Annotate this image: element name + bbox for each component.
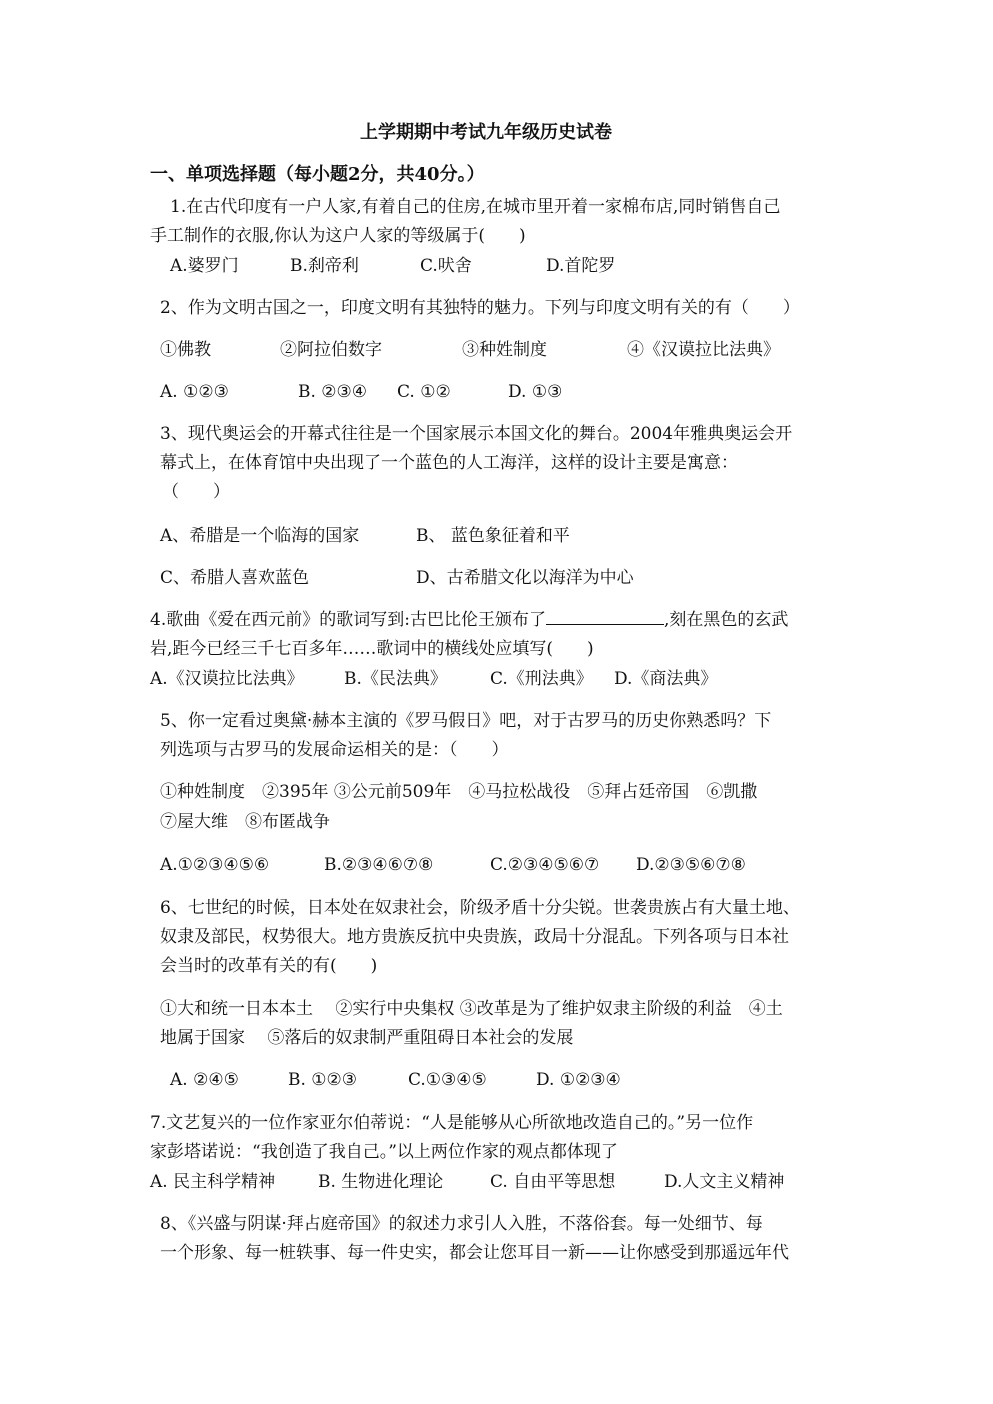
q6-line1: 6、七世纪的时候，日本处在奴隶社会，阶级矛盾十分尖锐。世袭贵族占有大量土地、	[160, 898, 800, 918]
q2-item-3: ③种姓制度	[462, 340, 547, 360]
q1-line1: 1.在古代印度有一户人家,有着自己的住房,在城市里开着一家棉布店,同时销售自己	[170, 197, 781, 217]
q3-line1: 3、现代奥运会的开幕式往往是一个国家展示本国文化的舞台。2004年雅典奥运会开	[160, 424, 793, 444]
q7-line2: 家彭塔诺说：“我创造了我自己。”以上两位作家的观点都体现了	[150, 1142, 618, 1162]
q4-option-b: B.《民法典》	[344, 669, 447, 689]
q7-option-b: B. 生物进化理论	[318, 1172, 444, 1192]
q5-line2: 列选项与古罗马的发展命运相关的是：（ ）	[160, 740, 509, 760]
q1-option-c: C.吠舍	[420, 256, 472, 276]
q6-option-a: A. ②④⑤	[170, 1070, 239, 1090]
q5-option-d: D.②③⑤⑥⑦⑧	[636, 855, 746, 875]
q4-option-d: D.《商法典》	[614, 669, 718, 689]
q3-option-a: A、希腊是一个临海的国家	[160, 526, 360, 546]
q7-option-c: C. 自由平等思想	[490, 1172, 616, 1192]
q2-item-2: ②阿拉伯数字	[280, 340, 382, 360]
q6-line3: 会当时的改革有关的有( )	[160, 956, 378, 976]
q5-items-line1: ①种姓制度 ②395年 ③公元前509年 ④马拉松战役 ⑤拜占廷帝国 ⑥凯撒	[160, 782, 758, 802]
q2-line1: 2、作为文明古国之一，印度文明有其独特的魅力。下列与印度文明有关的有（ ）	[160, 298, 800, 318]
section-heading: 一、单项选择题（每小题2分，共40分。）	[150, 164, 485, 185]
q2-item-1: ①佛教	[160, 340, 211, 360]
q1-option-a: A.婆罗门	[170, 256, 239, 276]
q4-option-c: C.《刑法典》	[490, 669, 593, 689]
q6-option-b: B. ①②③	[288, 1070, 358, 1090]
q4-line1	[150, 608, 788, 632]
q5-option-b: B.②③④⑥⑦⑧	[324, 855, 434, 875]
q2-option-d: D. ①③	[508, 382, 563, 402]
q4-option-a: A.《汉谟拉比法典》	[150, 669, 304, 689]
q7-option-d: D.人文主义精神	[664, 1172, 785, 1192]
q6-items-line1: ①大和统一日本本土 ②实行中央集权 ③改革是为了维护奴隶主阶级的利益 ④土	[160, 999, 783, 1019]
q3-line2: 幕式上，在体育馆中央出现了一个蓝色的人工海洋，这样的设计主要是寓意：	[160, 453, 738, 473]
q7-option-a: A. 民主科学精神	[150, 1172, 276, 1192]
q2-option-c: C. ①②	[397, 382, 451, 402]
q8-line2: 一个形象、每一桩轶事、每一件史实，都会让您耳目一新——让你感受到那遥远年代	[160, 1243, 789, 1263]
q7-line1: 7.文艺复兴的一位作家亚尔伯蒂说：“人是能够从心所欲地改造自己的。”另一位作	[150, 1113, 754, 1133]
q3-line3: （ ）	[162, 482, 230, 502]
q3-option-c: C、希腊人喜欢蓝色	[160, 568, 310, 588]
answer-blank	[546, 608, 664, 625]
q3-option-b: B、 蓝色象征着和平	[416, 526, 570, 546]
q3-option-d: D、古希腊文化以海洋为中心	[416, 568, 634, 588]
q5-items-line2: ⑦屋大维 ⑧布匿战争	[160, 812, 330, 832]
q4-line2: 岩,距今已经三千七百多年……歌词中的横线处应填写( )	[150, 639, 594, 659]
q6-items-line2: 地属于国家 ⑤落后的奴隶制严重阻碍日本社会的发展	[160, 1028, 574, 1048]
q1-option-d: D.首陀罗	[546, 256, 616, 276]
q2-item-4: ④《汉谟拉比法典》	[627, 340, 780, 360]
q4-line1-start: 4.歌曲《爱在西元前》的歌词写到:古巴比伦王颁布了	[150, 610, 546, 630]
q2-option-b: B. ②③④	[298, 382, 368, 402]
q6-option-c: C.①③④⑤	[408, 1070, 487, 1090]
q2-option-a: A. ①②③	[160, 382, 229, 402]
page-title: 上学期期中考试九年级历史试卷	[360, 122, 612, 143]
q6-line2: 奴隶及部民，权势很大。地方贵族反抗中央贵族，政局十分混乱。下列各项与日本社	[160, 927, 789, 947]
q1-line2: 手工制作的衣服,你认为这户人家的等级属于( )	[150, 226, 526, 246]
q5-line1: 5、你一定看过奥黛·赫本主演的《罗马假日》吧，对于古罗马的历史你熟悉吗？下	[160, 711, 772, 731]
q4-line1-end: ,刻在黑色的玄武	[663, 610, 789, 630]
q6-option-d: D. ①②③④	[536, 1070, 621, 1090]
q5-option-c: C.②③④⑤⑥⑦	[490, 855, 600, 875]
q5-option-a: A.①②③④⑤⑥	[160, 855, 270, 875]
q1-option-b: B.刹帝利	[290, 256, 359, 276]
q8-line1: 8、《兴盛与阴谋·拜占庭帝国》的叙述力求引人入胜，不落俗套。每一处细节、每	[160, 1214, 763, 1234]
